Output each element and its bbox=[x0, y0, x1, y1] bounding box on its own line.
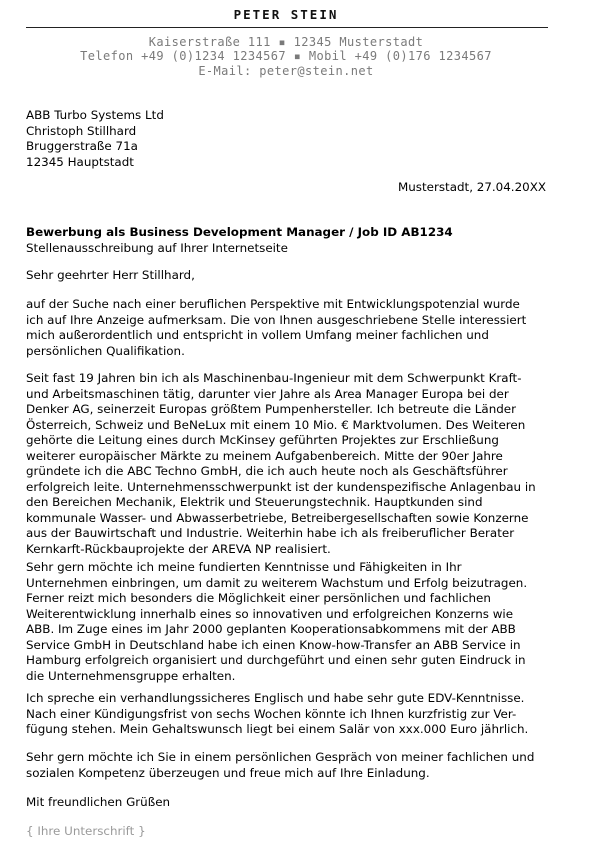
recipient-city: 12345 Hauptstadt bbox=[26, 154, 134, 169]
paragraph-motivation bbox=[26, 560, 554, 684]
recipient-company: ABB Turbo Systems Ltd bbox=[26, 108, 164, 122]
sender-phone: Telefon +49 (0)1234 1234567 ▪ Mobil +49 (0)176 1234567 bbox=[80, 49, 492, 63]
closing-phrase: Mit freundlichen Grüßen bbox=[26, 795, 171, 809]
paragraph-line: ABB. Im Zuge eines im Jahr 2000 geplanten Kooperationsabkommens mit der ABB bbox=[26, 622, 516, 636]
paragraph-line: ich auf Ihre Anzeige aufmerksam. Die von Ihnen ausgeschriebene Stelle interessiert bbox=[26, 312, 527, 327]
recipient-street: Bruggerstraße 71a bbox=[26, 139, 138, 153]
paragraph-line: den Bereichen Mechanik, Elektrik und Steuerungstechnik. Hauptkunden sind bbox=[26, 495, 483, 509]
paragraph-line: mich außerordentlich und entspricht in vollem Umfang meiner fachlichen und bbox=[26, 328, 489, 342]
paragraph-line: aus der Bauwirtschaft und Industrie. Weiterhin habe ich als freiberuflicher Berater bbox=[26, 526, 515, 540]
paragraph-line: Kernkarft-Rückbauprojekte der AREVA NP realisiert. bbox=[26, 541, 331, 556]
paragraph-line: Denker AG, seinerzeit Europas größtem Pumpenhersteller. Ich betreute die Länder bbox=[26, 402, 516, 416]
paragraph-line: gründete ich die ABC Techno GmbH, die ich auch heute noch als Geschäftsführer bbox=[26, 464, 508, 478]
paragraph-line: persönlichen Qualifikation. bbox=[26, 343, 185, 358]
paragraph-line: Seit fast 19 Jahren bin ich als Maschinenbau-Ingenieur mit dem Schwerpunkt Kraft- bbox=[26, 371, 522, 385]
sender-name: PETER STEIN bbox=[233, 7, 339, 22]
signature-placeholder: { Ihre Unterschrift } bbox=[26, 824, 146, 838]
paragraph-line: Unternehmen einbringen, um damit zu weiterem Wachstum und Erfolg beizutragen. bbox=[26, 575, 528, 590]
sender-email: E-Mail: peter@stein.net bbox=[198, 64, 374, 78]
paragraph-line: und Arbeitsmaschinen tätig, darunter vier Jahre als Area Manager Europa bei der bbox=[26, 386, 509, 401]
paragraph-line: Nach einer Kündigungsfrist von sechs Wochen könnte ich Ihnen kurzfristig zur Ver- bbox=[26, 706, 517, 721]
paragraph-line: Weiterentwicklung innerhalb eines so innovativen und erfolgreichen Konzerns wie bbox=[26, 606, 514, 621]
paragraph-line: kommunale Wasser- und Abwasserbetriebe, Betreibergesellschaften sowie Konzerne bbox=[26, 510, 529, 525]
paragraph-line: Service GmbH in Deutschland habe ich einen Know-how-Transfer an ABB Service in bbox=[26, 637, 521, 652]
paragraph-experience bbox=[26, 371, 554, 557]
paragraph-skills bbox=[26, 691, 554, 738]
paragraph-closing bbox=[26, 750, 554, 781]
paragraph-line: Sehr gern möchte ich meine fundierten Kenntnisse und Fähigkeiten in Ihr bbox=[26, 560, 462, 574]
subject-block bbox=[26, 225, 554, 256]
letter-date: Musterstadt, 27.04.20XX bbox=[397, 180, 546, 194]
recipient-address bbox=[26, 108, 554, 170]
paragraph-line: die Unternehmensgruppe erhalten. bbox=[26, 668, 236, 683]
paragraph-line: erfolgreich leite. Unternehmensschwerpunkt ist der kundenspezifische Anlagenbau in bbox=[26, 479, 536, 494]
subject-subtitle: Stellenausschreibung auf Ihrer Internetseite bbox=[26, 240, 288, 255]
sender-address: Kaiserstraße 111 ▪ 12345 Musterstadt bbox=[148, 35, 424, 49]
paragraph-line: Ich spreche ein verhandlungssicheres Englisch und habe sehr gute EDV-Kenntnisse. bbox=[26, 691, 525, 705]
paragraph-line: Hamburg erfolgreich organisiert und durchgeführt und einen sehr guten Eindruck in bbox=[26, 653, 526, 667]
paragraph-line: sozialen Kompetenz überzeugen und freue mich auf Ihre Einladung. bbox=[26, 765, 430, 780]
paragraph-line: auf der Suche nach einer beruflichen Perspektive mit Entwicklungspotenzial wurde bbox=[26, 297, 520, 311]
paragraph-line: Österreich, Schweiz und BeNeLux mit einem 10 Mio. € Marktvolumen. Des Weiteren bbox=[26, 417, 526, 432]
paragraph-intro bbox=[26, 297, 554, 359]
recipient-person: Christoph Stillhard bbox=[26, 123, 137, 138]
subject-title: Bewerbung als Business Development Manager / Job ID AB1234 bbox=[26, 225, 453, 239]
header-divider bbox=[26, 27, 548, 28]
paragraph-line: Ferner reizt mich besonders die Möglichkeit einer persönlichen und fachlichen bbox=[26, 591, 491, 605]
salutation: Sehr geehrter Herr Stillhard, bbox=[26, 268, 195, 282]
paragraph-line: gehörte die Leitung eines durch McKinsey geführten Projektes zur Erschließung bbox=[26, 433, 499, 447]
paragraph-line: fügung stehen. Mein Gehaltswunsch liegt bei einem Salär von xxx.000 Euro jährlich. bbox=[26, 722, 529, 736]
paragraph-line: weiterer europäischer Märkte zu meinem Aufgabenbereich. Mitte der 90er Jahre bbox=[26, 448, 503, 463]
paragraph-line: Sehr gern möchte ich Sie in einem persönlichen Gespräch von meiner fachlichen und bbox=[26, 750, 535, 764]
